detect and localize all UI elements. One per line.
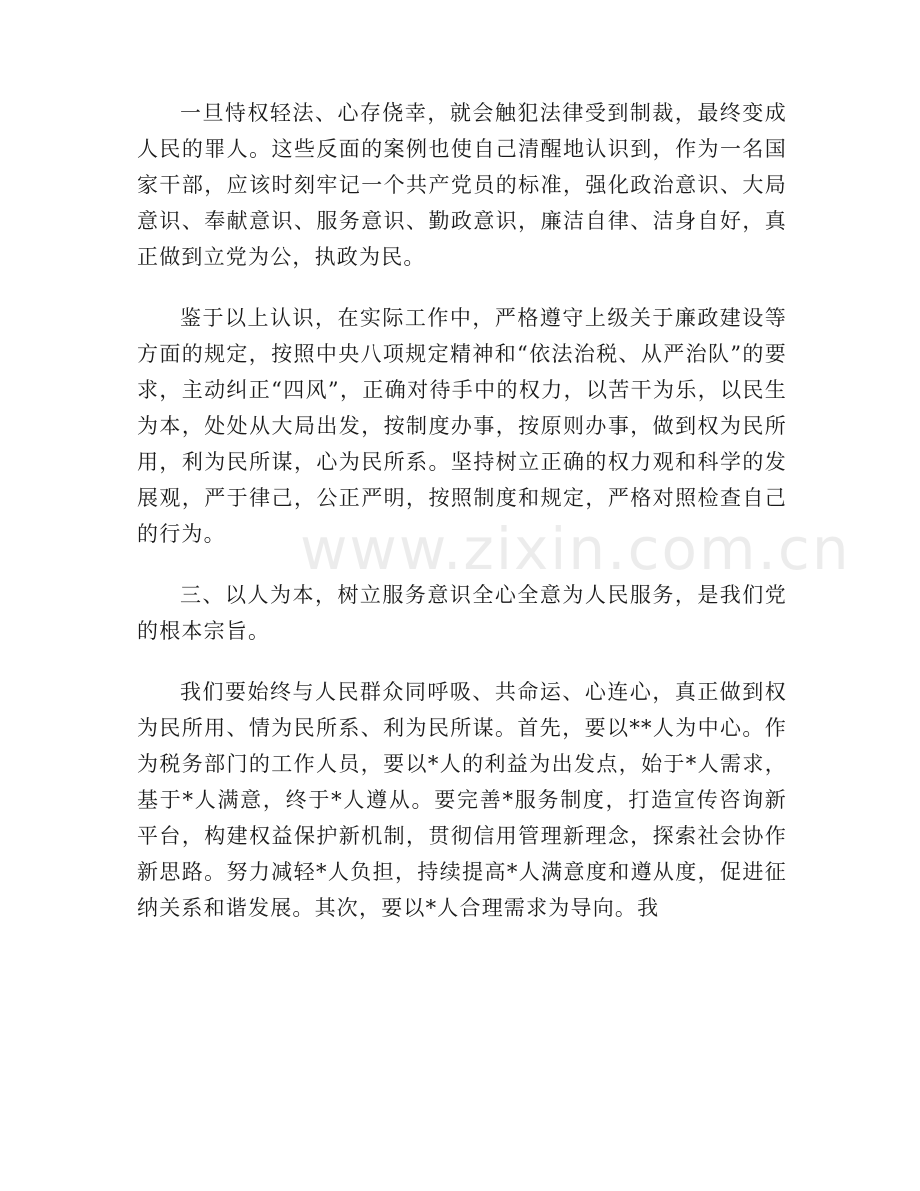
watermark-text: www.zixin.com.cn — [300, 515, 851, 583]
paragraph-2: 鉴于以上认识，在实际工作中，严格遵守上级关于廉政建设等方面的规定，按照中央八项规定精神和“依法治税、从严治队”的要求，主动纠正“四风”，正确对待手中的权力，以苦干为乐，以民生为本，处处从大局出发，按制度办事，按原则办事，做到权为民所用，利为民所谋，心为民所系。坚持树立正确的权力观和科学的发展观，严于律己，公正严明，按照制度和规定，严格对照检查自己的行为。 — [137, 306, 787, 546]
paragraph-3: 三、以人为本，树立服务意识全心全意为人民服务，是我们党的根本宗旨。 — [137, 583, 787, 643]
paragraph-1: 一旦恃权轻法、心存侥幸，就会触犯法律受到制裁，最终变成人民的罪人。这些反面的案例也使自己清醒地认识到，作为一名国家干部，应该时刻牢记一个共产党员的标准，强化政治意识、大局意识、奉献意识、服务意识、勤政意识，廉洁自律、洁身自好，真正做到立党为公，执政为民。 — [137, 101, 787, 269]
document-body — [137, 95, 787, 951]
paragraph-4: 我们要始终与人民群众同呼吸、共命运、心连心，真正做到权为民所用、情为民所系、利为民所谋。首先，要以**人为中心。作为税务部门的工作人员，要以*人的利益为出发点，始于*人需求，基于*人满意，终于*人遵从。要完善*服务制度，打造宣传咨询新平台，构建权益保护新机制，贯彻信用管理新理念，探索社会协作新思路。努力减轻*人负担，持续提高*人满意度和遵从度，促进征纳关系和谐发展。其次，要以*人合理需求为导向。我 — [137, 680, 787, 920]
